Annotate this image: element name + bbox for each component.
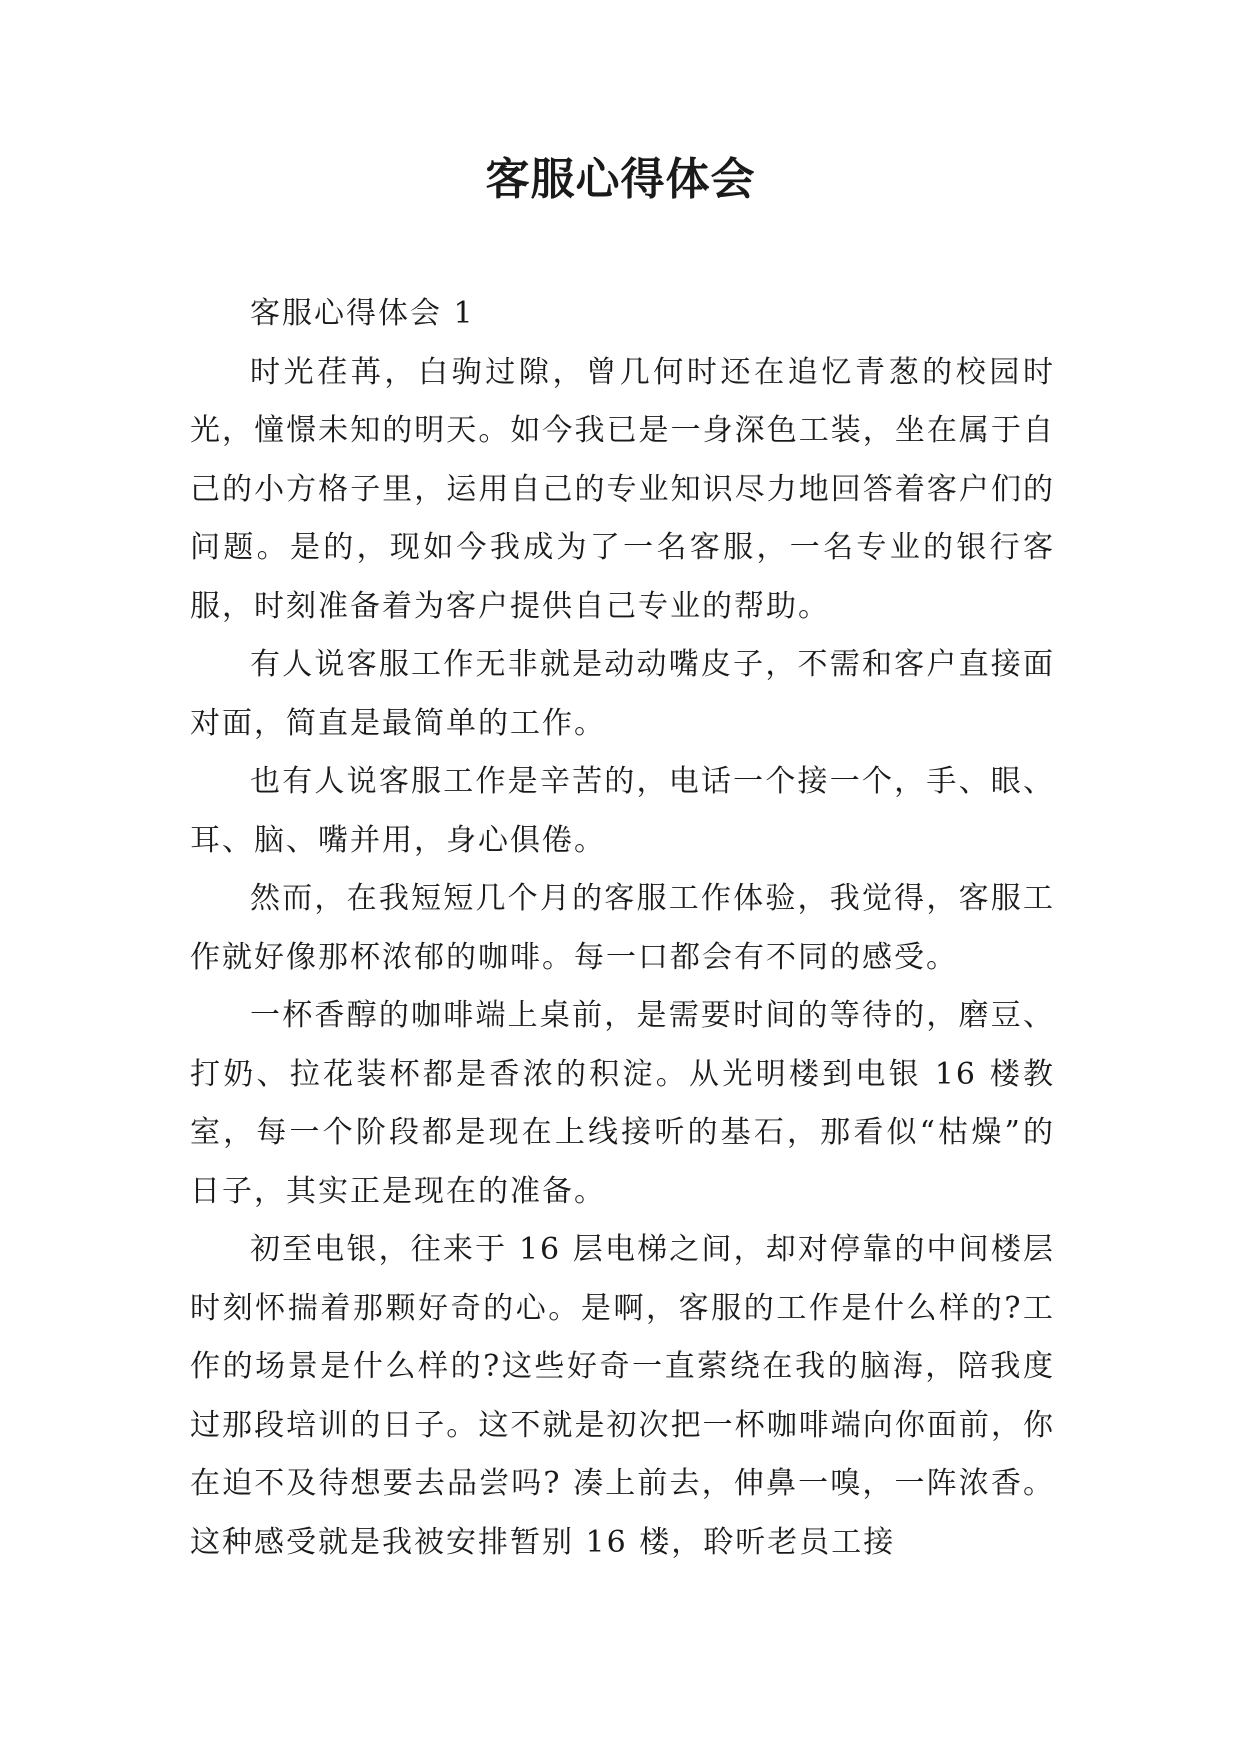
paragraph: 有人说客服工作无非就是动动嘴皮子，不需和客户直接面对面，简直是最简单的工作。 — [190, 647, 1055, 741]
paragraph: 也有人说客服工作是辛苦的，电话一个接一个，手、眼、耳、脑、嘴并用，身心俱倦。 — [190, 764, 1055, 858]
paragraph: 一杯香醇的咖啡端上桌前，是需要时间的等待的，磨豆、打奶、拉花装杯都是香浓的积淀。从光明楼到电银 16 楼教室，每一个阶段都是现在上线接听的基石，那看似“枯燥”的日子，其实正是现在的准备。 — [190, 998, 1055, 1209]
document-title: 客服心得体会 — [485, 154, 756, 205]
paragraph: 然而，在我短短几个月的客服工作体验，我觉得，客服工作就好像那杯浓郁的咖啡。每一口都会有不同的感受。 — [190, 881, 1055, 975]
paragraph: 初至电银，往来于 16 层电梯之间，却对停靠的中间楼层时刻怀揣着那颗好奇的心。是啊，客服的工作是什么样的?工作的场景是什么样的?这些好奇一直萦绕在我的脑海，陪我度过那段培训的日子。这不就是初次把一杯咖啡端向你面前，你在迫不及待想要去品尝吗? 凑上前去，伸鼻一嗅，一阵浓香。这种感受就是我被安排暂别 16 楼，聆听老员工接 — [190, 1232, 1055, 1560]
section-heading: 客服心得体会 1 — [250, 296, 475, 331]
paragraph: 时光荏苒，白驹过隙，曾几何时还在追忆青葱的校园时光，憧憬未知的明天。如今我已是一身深色工装，坐在属于自己的小方格子里，运用自己的专业知识尽力地回答着客户们的问题。是的，现如今我成为了一名客服，一名专业的银行客服，时刻准备着为客户提供自己专业的帮助。 — [190, 354, 1055, 624]
document-body — [190, 285, 1055, 1572]
